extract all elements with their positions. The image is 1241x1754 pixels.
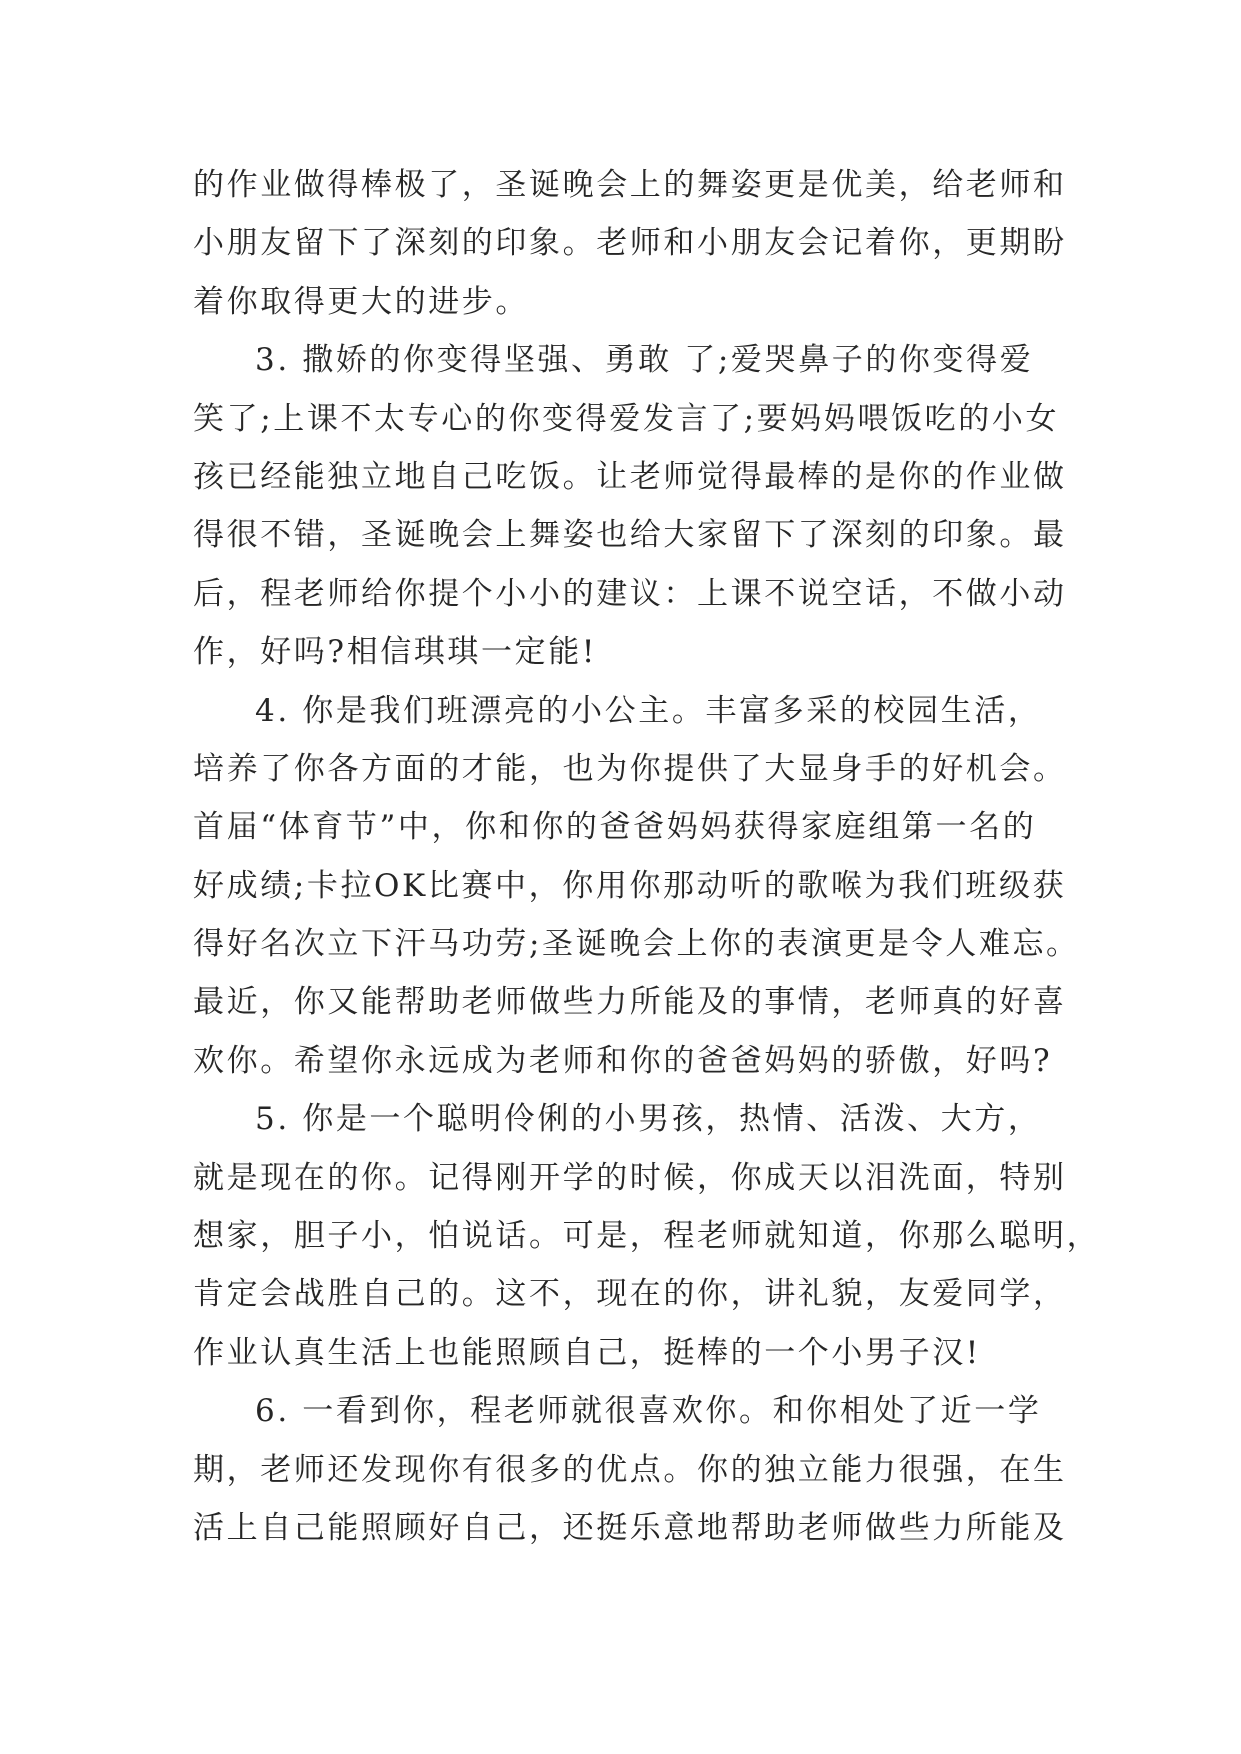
text-line: 活上自己能照顾好自己，还挺乐意地帮助老师做些力所能及	[193, 1509, 1067, 1546]
text-line: 最近，你又能帮助老师做些力所能及的事情，老师真的好喜	[193, 984, 1067, 1021]
text-line: 就是现在的你。记得刚开学的时候，你成天以泪洗面，特别	[193, 1159, 1067, 1196]
text-line: 着你取得更大的进步。	[193, 283, 529, 320]
text-line: 培养了你各方面的才能，也为你提供了大显身手的好机会。	[193, 750, 1067, 787]
text-line: 期，老师还发现你有很多的优点。你的独立能力很强，在生	[193, 1451, 1067, 1488]
paragraph-start-line: 5. 你是一个聪明伶俐的小男孩，热情、活泼、大方，	[255, 1101, 1042, 1138]
text-line: 首届“体育节”中，你和你的爸爸妈妈获得家庭组第一名的	[193, 809, 1037, 846]
text-line: 后，程老师给你提个小小的建议：上课不说空话，不做小动	[193, 575, 1067, 612]
paragraph-start-line: 3. 撒娇的你变得坚强、勇敢 了;爱哭鼻子的你变得爱	[255, 342, 1034, 379]
text-line: 小朋友留下了深刻的印象。老师和小朋友会记着你，更期盼	[193, 225, 1067, 262]
paragraph-start-line: 4. 你是我们班漂亮的小公主。丰富多采的校园生活，	[255, 692, 1042, 729]
text-line: 笑了;上课不太专心的你变得爱发言了;要妈妈喂饭吃的小女	[193, 400, 1060, 437]
text-line: 好成绩;卡拉OK比赛中，你用你那动听的歌喉为我们班级获	[193, 867, 1067, 904]
body-text	[193, 156, 1101, 1557]
text-line: 作业认真生活上也能照顾自己，挺棒的一个小男子汉!	[193, 1334, 981, 1371]
text-line: 得很不错，圣诞晚会上舞姿也给大家留下了深刻的印象。最	[193, 517, 1067, 554]
text-line: 得好名次立下汗马功劳;圣诞晚会上你的表演更是令人难忘。	[193, 926, 1080, 963]
text-line: 欢你。希望你永远成为老师和你的爸爸妈妈的骄傲，好吗?	[193, 1042, 1053, 1079]
text-line: 孩已经能独立地自己吃饭。让老师觉得最棒的是你的作业做	[193, 458, 1067, 495]
text-line: 肯定会战胜自己的。这不，现在的你，讲礼貌，友爱同学，	[193, 1276, 1067, 1313]
text-line: 作，好吗?相信琪琪一定能!	[193, 634, 597, 671]
text-line: 的作业做得棒极了，圣诞晚会上的舞姿更是优美，给老师和	[193, 167, 1067, 203]
paragraph-start-line: 6. 一看到你，程老师就很喜欢你。和你相处了近一学	[255, 1393, 1042, 1430]
text-line: 想家，胆子小，怕说话。可是，程老师就知道，你那么聪明，	[193, 1218, 1101, 1255]
